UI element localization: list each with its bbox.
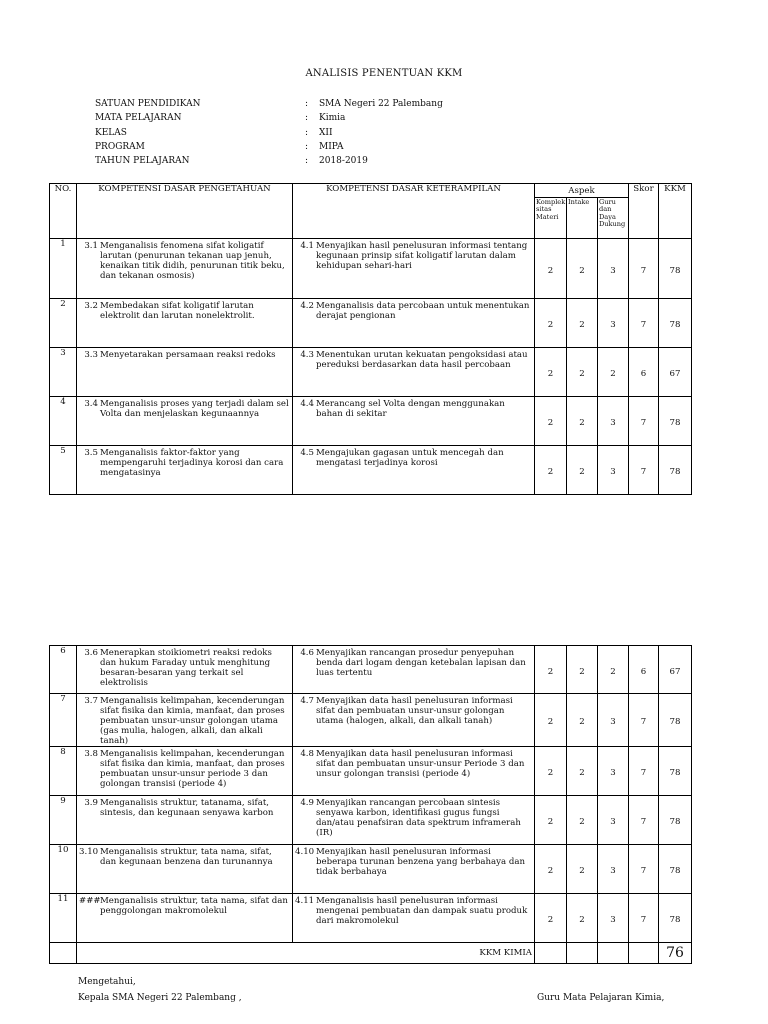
kompleksitas-value: 2 [535, 646, 567, 694]
kd-pengetahuan-text: Menganalisis struktur, tata nama, sifat dan penggolongan makromolekul [100, 896, 288, 916]
kd-pengetahuan-cell [77, 646, 293, 694]
guru-value: 3 [598, 796, 629, 845]
kd-pengetahuan-cell [77, 796, 293, 845]
kd-pengetahuan-number: 3.7 [84, 696, 98, 706]
sign-mengetahui: Mengetahui, [78, 977, 136, 987]
row-number: 6 [50, 646, 77, 694]
row-number: 9 [50, 796, 77, 845]
skor-value: 7 [629, 845, 659, 894]
guru-value: 3 [598, 239, 629, 299]
kompleksitas-value: 2 [535, 796, 567, 845]
kd-row [50, 646, 692, 694]
row-number: 3 [50, 348, 77, 397]
kd-keterampilan-cell [293, 694, 535, 747]
kompleksitas-value: 2 [535, 894, 567, 943]
intake-value: 2 [567, 796, 598, 845]
guru-value: 3 [598, 845, 629, 894]
guru-value: 2 [598, 646, 629, 694]
kompleksitas-value: 2 [535, 845, 567, 894]
kkm-table-part-1 [49, 183, 692, 495]
kd-keterampilan-cell [293, 646, 535, 694]
skor-value: 7 [629, 747, 659, 796]
kompleksitas-value: 2 [535, 348, 567, 397]
guru-value: 3 [598, 694, 629, 747]
kd-keterampilan-text: Menentukan urutan kekuatan pengoksidasi atau pereduksi berdasarkan data hasil percobaan [316, 350, 528, 370]
kd-keterampilan-text: Menyajikan hasil penelusuran informasi beberapa turunan benzena yang berbahaya dan tidak berbahaya [316, 847, 526, 877]
guru-value: 3 [598, 397, 629, 446]
kd-pengetahuan-number: 3.10 [79, 847, 99, 857]
info-colon: : [305, 141, 309, 152]
kd-pengetahuan-cell [77, 397, 293, 446]
header-no: NO. [50, 184, 77, 239]
intake-value: 2 [567, 694, 598, 747]
header-intake: Intake [567, 198, 598, 239]
info-label: PROGRAM [95, 141, 145, 152]
header-aspek: Aspek [535, 184, 629, 198]
info-label: TAHUN PELAJARAN [95, 156, 190, 167]
skor-value: 6 [629, 646, 659, 694]
kd-keterampilan-number: 4.6 [300, 648, 314, 658]
kd-row [50, 747, 692, 796]
header-kd-keterampilan: KOMPETENSI DASAR KETERAMPILAN [293, 184, 535, 239]
intake-value: 2 [567, 397, 598, 446]
kd-row [50, 694, 692, 747]
kd-pengetahuan-text: Menerapkan stoikiometri reaksi redoks dan hukum Faraday untuk menghitung besaran-besaran yang terkait sel elektrolisis [100, 648, 272, 688]
kd-keterampilan-number: 4.5 [300, 448, 314, 458]
footer-empty-cell [598, 943, 629, 964]
kd-pengetahuan-text: Menganalisis struktur, tata nama, sifat, dan kegunaan benzena dan turunannya [100, 847, 273, 867]
kkm-value: 67 [659, 646, 692, 694]
kd-pengetahuan-cell [77, 348, 293, 397]
sign-guru-mapel: Guru Mata Pelajaran Kimia, [537, 993, 665, 1003]
kd-pengetahuan-text: Menganalisis struktur, tatanama, sifat, sintesis, dan kegunaan senyawa karbon [100, 798, 274, 818]
info-value: XII [319, 127, 333, 138]
kd-pengetahuan-cell [77, 845, 293, 894]
info-row [95, 154, 443, 168]
kompleksitas-value: 2 [535, 694, 567, 747]
kd-keterampilan-cell [293, 239, 535, 299]
info-label: KELAS [95, 127, 127, 138]
row-number: 11 [50, 894, 77, 943]
info-colon: : [305, 113, 309, 124]
skor-value: 7 [629, 894, 659, 943]
kd-pengetahuan-cell [77, 747, 293, 796]
kd-keterampilan-cell [293, 845, 535, 894]
row-number: 8 [50, 747, 77, 796]
header-kd-pengetahuan: KOMPETENSI DASAR PENGETAHUAN [77, 184, 293, 239]
info-value: SMA Negeri 22 Palembang [319, 99, 443, 109]
kd-row [50, 239, 692, 299]
kd-pengetahuan-cell [77, 894, 293, 943]
intake-value: 2 [567, 446, 598, 495]
footer-empty-cell [535, 943, 567, 964]
kd-pengetahuan-number: 3.8 [84, 749, 98, 759]
kd-keterampilan-text: Merancang sel Volta dengan menggunakan bahan di sekitar [316, 399, 505, 419]
info-value: MIPA [319, 141, 344, 152]
kd-keterampilan-cell [293, 348, 535, 397]
intake-value: 2 [567, 845, 598, 894]
kd-keterampilan-text: Menyajikan rancangan percobaan sintesis senyawa karbon, identifikasi gugus fungsi dan/atau penafsiran data spektrum inframerah (IR) [316, 798, 521, 838]
kd-pengetahuan-cell [77, 299, 293, 348]
info-colon: : [305, 127, 309, 138]
row-number: 1 [50, 239, 77, 299]
info-block [95, 97, 443, 168]
kkm-table-part-2 [49, 645, 692, 964]
kd-keterampilan-text: Mengajukan gagasan untuk mencegah dan mengatasi terjadinya korosi [316, 448, 504, 468]
kd-keterampilan-text: Menganalisis data percobaan untuk menentukan derajat pengionan [316, 301, 530, 321]
skor-value: 7 [629, 239, 659, 299]
guru-value: 2 [598, 348, 629, 397]
kd-pengetahuan-number: 3.4 [84, 399, 98, 409]
footer-empty-cell [629, 943, 659, 964]
intake-value: 2 [567, 299, 598, 348]
kd-pengetahuan-cell [77, 239, 293, 299]
kd-keterampilan-text: Menyajikan hasil penelusuran informasi tentang kegunaan prinsip sifat koligatif larutan dalam kehidupan sehari-hari [316, 241, 528, 271]
intake-value: 2 [567, 646, 598, 694]
row-number: 4 [50, 397, 77, 446]
kkm-value: 78 [659, 299, 692, 348]
skor-value: 6 [629, 348, 659, 397]
kkm-value: 78 [659, 796, 692, 845]
kd-keterampilan-number: 4.10 [295, 847, 315, 857]
kd-pengetahuan-cell [77, 446, 293, 495]
kd-keterampilan-cell [293, 299, 535, 348]
row-number: 10 [50, 845, 77, 894]
kompleksitas-value: 2 [535, 747, 567, 796]
info-value: 2018-2019 [319, 156, 368, 167]
info-label: MATA PELAJARAN [95, 113, 182, 124]
intake-value: 2 [567, 348, 598, 397]
kd-keterampilan-text: Menyajikan data hasil penelusuran informasi sifat dan pembuatan unsur-unsur golongan utama (halogen, alkali, dan alkali tanah) [316, 696, 513, 726]
kd-row [50, 894, 692, 943]
kd-pengetahuan-number: 3.1 [84, 241, 98, 251]
document-title: ANALISIS PENENTUAN KKM [305, 68, 463, 79]
kd-pengetahuan-number: 3.6 [84, 648, 98, 658]
kd-pengetahuan-text: Menganalisis kelimpahan, kecenderungan sifat fisika dan kimia, manfaat, dan proses pembuatan unsur-unsur golongan utama (gas mulia, halogen, alkali, dan alkali tanah) [100, 696, 285, 746]
kd-keterampilan-text: Menyajikan rancangan prosedur penyepuhan benda dari logam dengan ketebalan lapisan dan luas tertentu [316, 648, 526, 678]
kd-pengetahuan-number: ### [79, 896, 101, 906]
kd-keterampilan-number: 4.3 [300, 350, 314, 360]
intake-value: 2 [567, 894, 598, 943]
kd-keterampilan-number: 4.7 [300, 696, 314, 706]
kd-pengetahuan-cell [77, 694, 293, 747]
kkm-value: 78 [659, 845, 692, 894]
info-row [95, 126, 443, 140]
kd-row [50, 845, 692, 894]
kkm-value: 78 [659, 694, 692, 747]
kd-keterampilan-number: 4.8 [300, 749, 314, 759]
kd-pengetahuan-text: Menganalisis fenomena sifat koligatif larutan (penurunan tekanan uap jenuh, kenaikan titik didih, penurunan titik beku, dan tekanan osmosis) [100, 241, 285, 281]
kd-pengetahuan-number: 3.9 [84, 798, 98, 808]
kd-pengetahuan-text: Menganalisis kelimpahan, kecenderungan sifat fisika dan kimia, manfaat, dan proses pembuatan unsur-unsur periode 3 dan golongan transisi (periode 4) [100, 749, 285, 789]
skor-value: 7 [629, 694, 659, 747]
guru-value: 3 [598, 299, 629, 348]
header-kkm: KKM [659, 184, 692, 239]
kd-row [50, 796, 692, 845]
info-label: SATUAN PENDIDIKAN [95, 99, 201, 109]
kd-keterampilan-cell [293, 397, 535, 446]
skor-value: 7 [629, 397, 659, 446]
intake-value: 2 [567, 747, 598, 796]
info-colon: : [305, 99, 309, 109]
info-row [95, 111, 443, 125]
kd-keterampilan-cell [293, 796, 535, 845]
kd-keterampilan-number: 4.4 [300, 399, 314, 409]
header-guru: Guru dan Daya Dukung [598, 198, 629, 239]
kd-pengetahuan-text: Menganalisis proses yang terjadi dalam sel Volta dan menjelaskan kegunaannya [100, 399, 289, 419]
kd-keterampilan-cell [293, 747, 535, 796]
kkm-value: 78 [659, 894, 692, 943]
kd-keterampilan-number: 4.9 [300, 798, 314, 808]
footer-row [50, 943, 692, 964]
row-number: 2 [50, 299, 77, 348]
kompleksitas-value: 2 [535, 299, 567, 348]
kkm-kimia-value: 76 [659, 943, 692, 964]
header-kompleksitas: Komplek sitas Materi [535, 198, 567, 239]
kd-row [50, 348, 692, 397]
kd-keterampilan-number: 4.2 [300, 301, 314, 311]
kd-keterampilan-cell [293, 446, 535, 495]
kkm-value: 78 [659, 446, 692, 495]
skor-value: 7 [629, 796, 659, 845]
kkm-value: 78 [659, 747, 692, 796]
row-number: 7 [50, 694, 77, 747]
info-value: Kimia [319, 113, 346, 124]
kd-keterampilan-text: Menganalisis hasil penelusuran informasi mengenai pembuatan dan dampak suatu produk dari makromolekul [316, 896, 528, 926]
kd-keterampilan-cell [293, 894, 535, 943]
skor-value: 7 [629, 299, 659, 348]
info-row [95, 97, 443, 111]
kd-pengetahuan-number: 3.5 [84, 448, 98, 458]
kd-row [50, 446, 692, 495]
info-colon: : [305, 156, 309, 167]
sign-kepala-sekolah: Kepala SMA Negeri 22 Palembang , [78, 993, 242, 1003]
footer-empty-cell [567, 943, 598, 964]
kompleksitas-value: 2 [535, 239, 567, 299]
kd-pengetahuan-text: Membedakan sifat koligatif larutan elektrolit dan larutan nonelektrolit. [100, 301, 255, 321]
row-number: 5 [50, 446, 77, 495]
kd-row [50, 397, 692, 446]
kkm-value: 67 [659, 348, 692, 397]
kd-pengetahuan-text: Menganalisis faktor-faktor yang mempengaruhi terjadinya korosi dan cara mengatasinya [100, 448, 284, 478]
guru-value: 3 [598, 747, 629, 796]
intake-value: 2 [567, 239, 598, 299]
kd-keterampilan-text: Menyajikan data hasil penelusuran informasi sifat dan pembuatan unsur-unsur Periode 3 dan unsur golongan transisi (periode 4) [316, 749, 525, 779]
kompleksitas-value: 2 [535, 397, 567, 446]
guru-value: 3 [598, 446, 629, 495]
kkm-value: 78 [659, 239, 692, 299]
kd-pengetahuan-number: 3.3 [84, 350, 98, 360]
kkm-value: 78 [659, 397, 692, 446]
kompleksitas-value: 2 [535, 446, 567, 495]
kd-pengetahuan-text: Menyetarakan persamaan reaksi redoks [100, 350, 276, 360]
kd-keterampilan-number: 4.1 [300, 241, 314, 251]
header-skor: Skor [629, 184, 659, 239]
kkm-kimia-label: KKM KIMIA [77, 943, 535, 964]
info-row [95, 140, 443, 154]
kd-pengetahuan-number: 3.2 [84, 301, 98, 311]
guru-value: 3 [598, 894, 629, 943]
kd-keterampilan-number: 4.11 [295, 896, 315, 906]
kd-row [50, 299, 692, 348]
footer-empty-cell [50, 943, 77, 964]
skor-value: 7 [629, 446, 659, 495]
